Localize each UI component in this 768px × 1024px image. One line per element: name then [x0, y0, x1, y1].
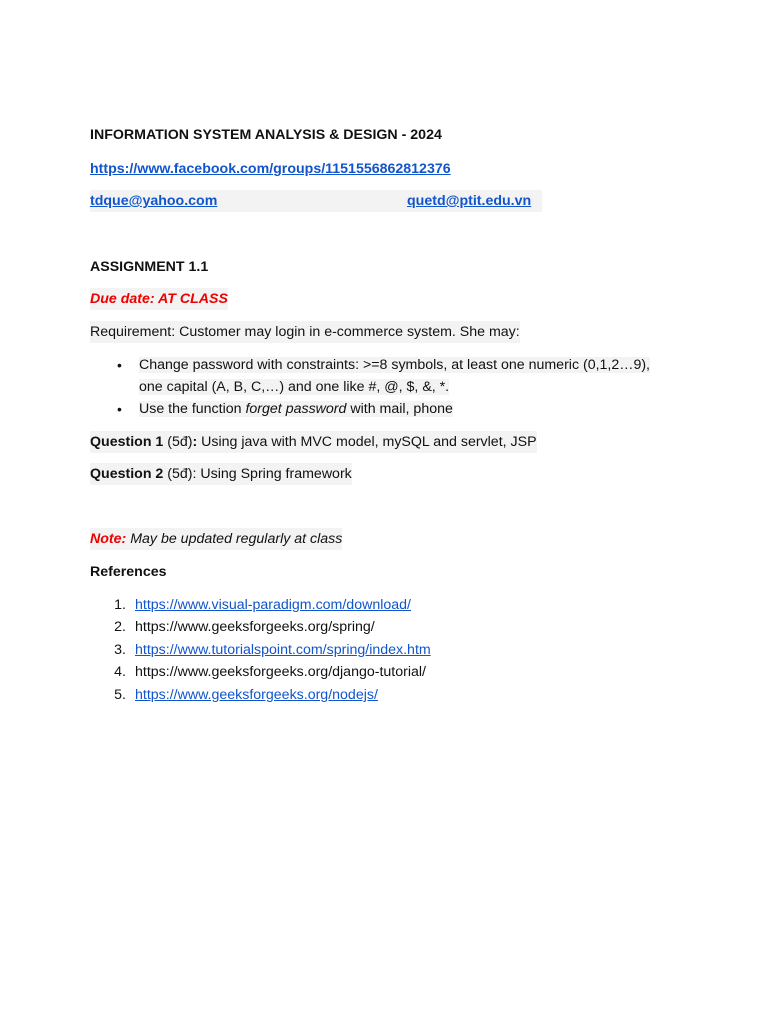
due-date: Due date: AT CLASS	[90, 288, 228, 310]
facebook-group-line	[90, 158, 451, 180]
bullet-item-change-password: • Change password with constraints: >=8 symbols, at least one numeric (0,1,2…9), one capital (A, B, C,…) and one like #, @, $, &, *.	[90, 354, 679, 398]
reference-item-3: 3. https://www.tutorialspoint.com/spring/index.htm	[90, 639, 431, 661]
reference-link-visual-paradigm[interactable]: https://www.visual-paradigm.com/download/	[135, 597, 411, 613]
bullet-dot-icon: •	[117, 401, 122, 417]
reference-link-tutorialspoint[interactable]: https://www.tutorialspoint.com/spring/index.htm	[135, 642, 431, 658]
reference-item-5: 5. https://www.geeksforgeeks.org/nodejs/	[90, 684, 378, 706]
contact-emails-line	[90, 190, 542, 212]
reference-item-2: 2. https://www.geeksforgeeks.org/spring/	[90, 616, 375, 638]
reference-url-geeksforgeeks-spring: https://www.geeksforgeeks.org/spring/	[135, 619, 375, 635]
document-title: INFORMATION SYSTEM ANALYSIS & DESIGN - 2024	[90, 127, 442, 143]
reference-item-1: 1. https://www.visual-paradigm.com/download/	[90, 594, 411, 616]
reference-link-geeksforgeeks-nodejs[interactable]: https://www.geeksforgeeks.org/nodejs/	[135, 687, 378, 703]
references-title: References	[90, 564, 167, 580]
email-link-yahoo[interactable]: tdque@yahoo.com	[90, 193, 218, 209]
email-link-ptit[interactable]: quetd@ptit.edu.vn	[407, 193, 532, 209]
bullet-dot-icon: •	[117, 357, 122, 373]
assignment-title: ASSIGNMENT 1.1	[90, 259, 209, 275]
facebook-group-link[interactable]: https://www.facebook.com/groups/1151556862812376	[90, 161, 451, 177]
question-1: Question 1 (5đ): Using java with MVC model, mySQL and servlet, JSP	[90, 431, 537, 453]
note-line: Note: May be updated regularly at class	[90, 528, 342, 550]
reference-item-4: 4. https://www.geeksforgeeks.org/django-tutorial/	[90, 661, 426, 683]
bullet-item-forget-password: • Use the function forget password with mail, phone	[90, 398, 679, 420]
reference-url-geeksforgeeks-django: https://www.geeksforgeeks.org/django-tutorial/	[135, 664, 426, 680]
requirement-bullet-list	[90, 354, 690, 420]
question-2: Question 2 (5đ): Using Spring framework	[90, 463, 352, 485]
requirement-text: Requirement: Customer may login in e-commerce system. She may:	[90, 321, 520, 343]
